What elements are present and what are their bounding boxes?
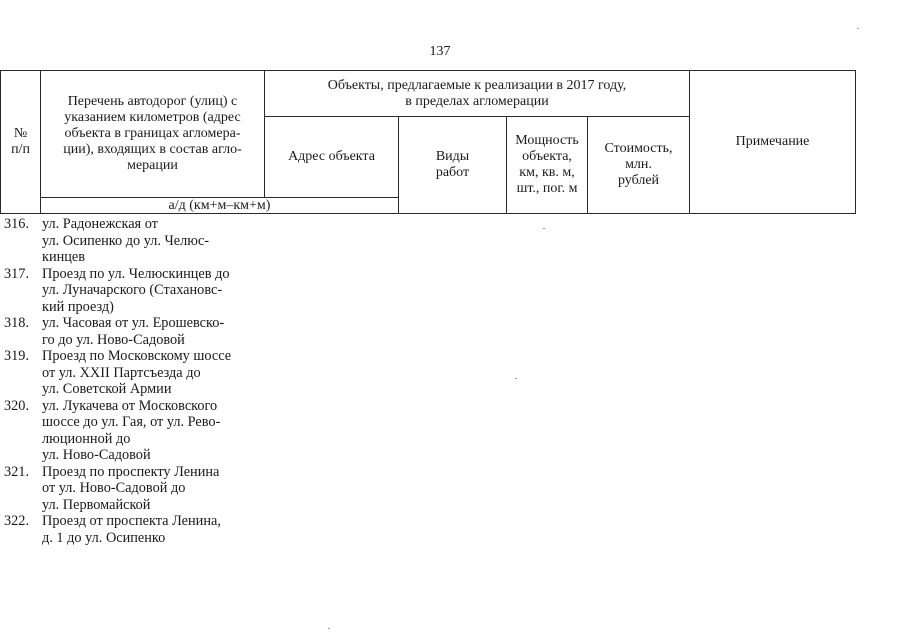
- header-note-cell: Примечание: [689, 70, 856, 214]
- header-cost-cell: Стоимость, млн. рублей: [587, 116, 690, 214]
- header-number-cell: № п/п: [0, 70, 41, 214]
- header-roads-subcell: а/д (км+м–км+м): [40, 197, 399, 214]
- row-road-description: ул. Радонежская от ул. Осипенко до ул. Челюс- кинцев: [42, 216, 210, 265]
- table-row: [0, 315, 300, 348]
- row-road-description: Проезд по ул. Челюскинцев до ул. Луначарского (Стахановс- кий проезд): [42, 265, 230, 315]
- table-row: [0, 348, 300, 398]
- scan-speck: [515, 378, 517, 379]
- table-row: [0, 513, 300, 546]
- row-number: 317.: [4, 265, 30, 282]
- table-row: [0, 266, 300, 316]
- row-number: 316.: [4, 216, 30, 232]
- table-rows: [0, 216, 300, 546]
- row-number: 321.: [4, 463, 30, 480]
- row-number: 320.: [4, 397, 30, 414]
- row-number: 318.: [4, 315, 30, 331]
- scan-speck: [543, 228, 545, 229]
- table-row: [0, 216, 300, 266]
- row-road-description: Проезд по проспекту Ленина от ул. Ново-Садовой до ул. Первомайской: [42, 463, 220, 513]
- header-roads-cell: Перечень автодорог (улиц) с указанием километров (адрес объекта в границах агломера- ции), входящих в состав агло- мерации: [40, 70, 265, 198]
- row-road-description: Проезд от проспекта Ленина, д. 1 до ул. Осипенко: [42, 513, 221, 546]
- table-row: [0, 464, 300, 514]
- row-number: 319.: [4, 348, 30, 364]
- row-road-description: Проезд по Московскому шоссе от ул. XXII Партсъезда до ул. Советской Армии: [42, 348, 232, 397]
- table-row: [0, 398, 300, 464]
- header-objects-group-cell: Объекты, предлагаемые к реализации в 2017 году, в пределах агломерации: [264, 70, 690, 117]
- header-address-cell: Адрес объекта: [264, 116, 399, 198]
- row-road-description: ул. Лукачева от Московского шоссе до ул. Гая, от ул. Рево- люционной до ул. Ново-Садовой: [42, 397, 221, 463]
- scan-speck: [328, 628, 330, 629]
- header-capacity-cell: Мощность объекта, км, кв. м, шт., пог. м: [506, 116, 588, 214]
- page-number: 137: [429, 44, 451, 59]
- row-number: 322.: [4, 513, 30, 529]
- scan-speck: [857, 28, 859, 29]
- row-road-description: ул. Часовая от ул. Ерошевско- го до ул. Ново-Садовой: [42, 315, 225, 348]
- header-work-types-cell: Виды работ: [398, 116, 507, 214]
